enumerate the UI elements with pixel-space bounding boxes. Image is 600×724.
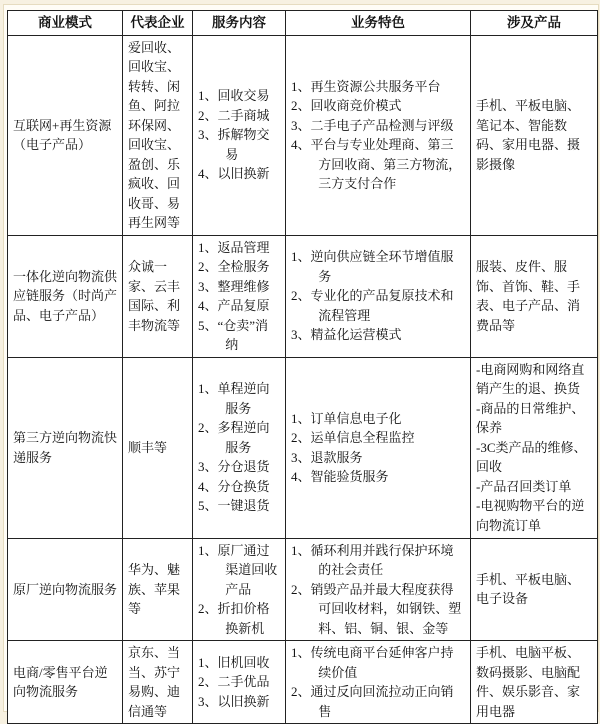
services-cell bbox=[193, 235, 286, 357]
list-item: -商品的日常维护、保养 bbox=[476, 400, 585, 436]
companies-cell: 顺丰等 bbox=[123, 357, 193, 538]
companies-cell: 爱回收、回收宝、转转、闲鱼、阿拉环保网、回收宝、盈创、乐疯收、回收哥、易再生网等 bbox=[123, 35, 193, 235]
list-item: 手机、电脑平板、数码摄影、电脑配件、娱乐影音、家用电器 bbox=[476, 645, 581, 719]
companies-cell: 京东、当当、苏宁易购、迪信通等 bbox=[123, 641, 193, 724]
list-item: -电视购物平台的逆向物流订单 bbox=[476, 498, 585, 533]
list-item: 1、传统电商平台延伸客户持续价值 bbox=[291, 645, 454, 680]
list-item: 2、二手优品 bbox=[198, 674, 270, 690]
table-row bbox=[8, 641, 598, 724]
list-item: 1、返品管理 bbox=[198, 239, 270, 255]
model-cell: 第三方逆向物流快递服务 bbox=[8, 357, 123, 538]
list-item: 2、折扣价格换新机 bbox=[198, 601, 270, 636]
list-item: 1、单程逆向服务 bbox=[198, 381, 270, 416]
list-item: 1、逆向供应链全环节增值服务 bbox=[291, 249, 454, 284]
products-cell bbox=[471, 35, 598, 235]
table-row bbox=[8, 35, 598, 235]
features-cell bbox=[286, 357, 471, 538]
list-item: 2、通过反向回流拉动正向销售 bbox=[291, 684, 454, 719]
list-item: 4、平台与专业处理商、第三方回收商、第三方物流，三方支付合作 bbox=[291, 137, 462, 191]
list-item: 2、二手商城 bbox=[198, 107, 270, 123]
header-features: 业务特色 bbox=[286, 11, 471, 36]
list-item: 2、全检服务 bbox=[198, 259, 270, 274]
header-products: 涉及产品 bbox=[471, 11, 598, 36]
list-item: 5、“仓卖”消纳 bbox=[198, 317, 269, 352]
model-cell: 互联网+再生资源（电子产品） bbox=[8, 35, 123, 235]
list-item: 服装、皮件、服饰、首饰、鞋、手表、电子产品、消费品等 bbox=[476, 259, 581, 333]
list-item: 3、二手电子产品检测与评级 bbox=[291, 117, 454, 133]
list-item: 1、原厂通过渠道回收产品 bbox=[198, 542, 278, 597]
list-item: 2、专业化的产品复原技术和流程管理 bbox=[291, 288, 454, 323]
list-item: 手机、平板电脑、笔记本、智能数码、家用电器、摄影摄像 bbox=[476, 98, 581, 172]
header-model: 商业模式 bbox=[8, 11, 123, 36]
services-cell bbox=[193, 641, 286, 724]
list-item: -电商网购和网络直销产生的退、换货 bbox=[476, 361, 585, 397]
list-item: -3C类产品的维修、回收 bbox=[476, 439, 587, 475]
companies-cell: 华为、魅族、苹果等 bbox=[123, 538, 193, 641]
list-item: 2、回收商竞价模式 bbox=[291, 98, 402, 113]
services-cell bbox=[193, 357, 286, 538]
products-cell bbox=[471, 235, 598, 357]
list-item: 1、回收交易 bbox=[198, 88, 270, 104]
business-model-table bbox=[7, 10, 598, 724]
list-item: 3、分仓退货 bbox=[198, 459, 270, 475]
list-item: 1、订单信息电子化 bbox=[291, 410, 402, 426]
list-item: 2、销毁产品并最大程度获得可回收材料，如钢铁、塑料、铝、铜、银、金等 bbox=[291, 581, 462, 636]
companies-cell: 众诚一家、云丰国际、利丰物流等 bbox=[123, 235, 193, 357]
list-item: 4、产品复原 bbox=[198, 298, 270, 313]
features-cell bbox=[286, 235, 471, 357]
header-companies: 代表企业 bbox=[123, 11, 193, 36]
list-item: 1、再生资源公共服务平台 bbox=[291, 78, 441, 94]
list-item: -产品召回类订单 bbox=[476, 478, 572, 494]
list-item: 1、旧机回收 bbox=[198, 654, 270, 670]
model-cell: 原厂逆向物流服务 bbox=[8, 538, 123, 641]
features-cell bbox=[286, 538, 471, 641]
list-item: 2、多程逆向服务 bbox=[198, 420, 270, 455]
list-item: 3、拆解物交易 bbox=[198, 127, 270, 162]
model-cell: 电商/零售平台逆向物流服务 bbox=[8, 641, 123, 724]
products-cell bbox=[471, 357, 598, 538]
list-item: 4、以旧换新 bbox=[198, 166, 270, 182]
services-cell bbox=[193, 35, 286, 235]
products-cell bbox=[471, 538, 598, 641]
list-item: 4、分仓换货 bbox=[198, 478, 270, 494]
list-item: 3、整理维修 bbox=[198, 278, 270, 294]
header-services: 服务内容 bbox=[193, 11, 286, 36]
products-cell bbox=[471, 641, 598, 724]
list-item: 手机、平板电脑、电子设备 bbox=[476, 571, 581, 607]
table-row bbox=[8, 357, 598, 538]
features-cell bbox=[286, 641, 471, 724]
services-cell bbox=[193, 538, 286, 641]
list-item: 2、运单信息全程监控 bbox=[291, 430, 415, 445]
list-item: 4、智能验货服务 bbox=[291, 469, 389, 484]
features-cell bbox=[286, 35, 471, 235]
list-item: 3、以旧换新 bbox=[198, 693, 270, 709]
header-row bbox=[8, 11, 598, 36]
table-row bbox=[8, 538, 598, 641]
list-item: 5、一键退货 bbox=[198, 498, 270, 514]
list-item: 3、退款服务 bbox=[291, 449, 363, 465]
model-cell: 一体化逆向物流供应链服务（时尚产品、电子产品） bbox=[8, 235, 123, 357]
list-item: 1、循环利用并践行保护环境的社会责任 bbox=[291, 542, 454, 577]
list-item: 3、精益化运营模式 bbox=[291, 327, 402, 343]
table-row bbox=[8, 235, 598, 357]
